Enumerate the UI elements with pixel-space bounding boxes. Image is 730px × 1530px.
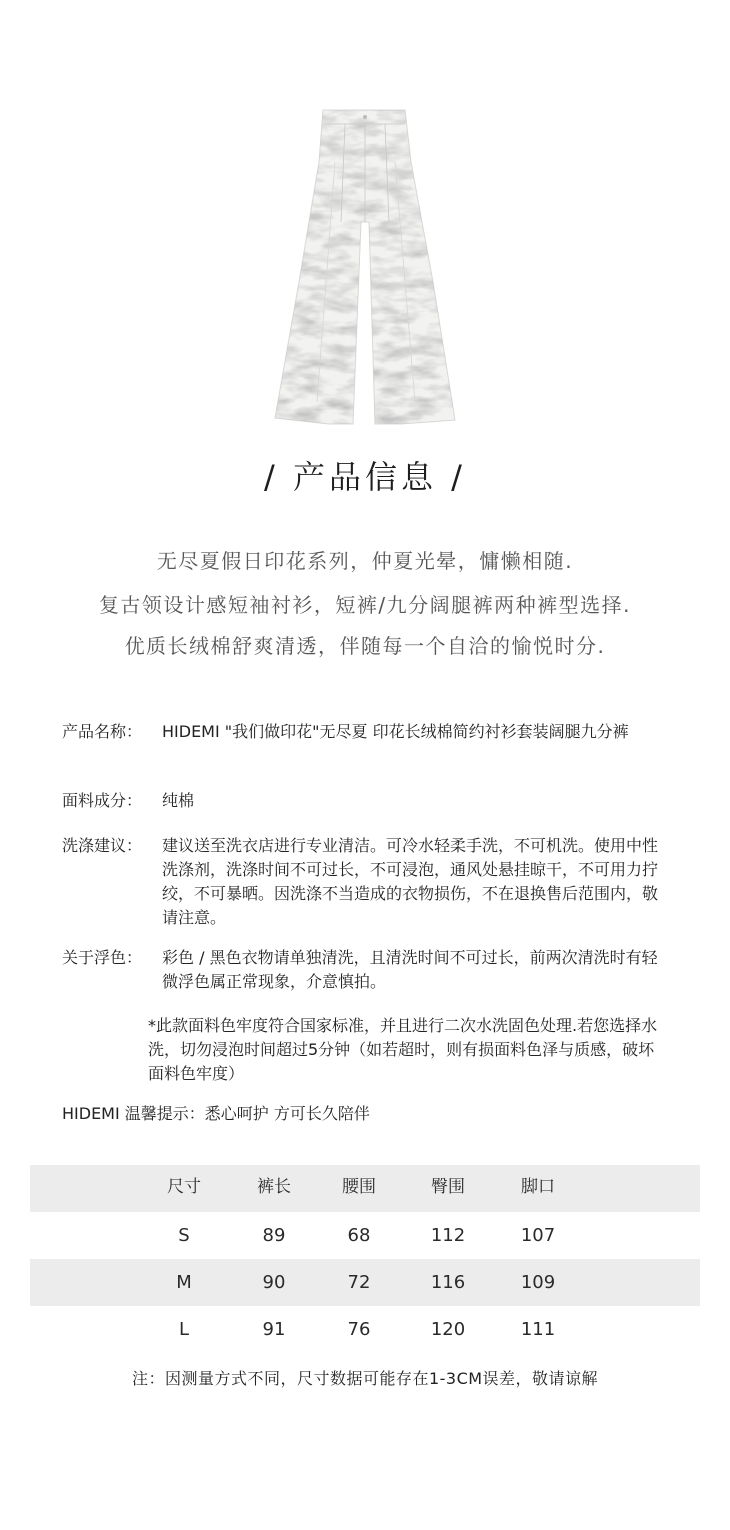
hip-cell: 116 bbox=[430, 1272, 466, 1293]
colorfastness-note: *此款面料色牢度符合国家标准，并且进行二次水洗固色处理.若您选择水洗，切勿浸泡时间超过5分钟（如若超时，则有损面料色泽与质感，破坏面料色牢度） bbox=[148, 1016, 658, 1083]
measurement-footnote: 注：因测量方式不同，尺寸数据可能存在1-3CM误差，敬请谅解 bbox=[131, 1369, 599, 1388]
product-name-value: HIDEMI "我们做印花"无尽夏 印花长绒棉简约衬衫套装阔腿九分裤 bbox=[162, 722, 629, 741]
header-hip: 臀围 bbox=[431, 1177, 465, 1197]
washing-label: 洗涤建议： bbox=[62, 836, 143, 855]
section-title: / 产品信息 / bbox=[264, 458, 466, 496]
fabric-label: 面料成分： bbox=[62, 791, 143, 810]
hem-cell: 107 bbox=[520, 1225, 556, 1246]
product-image-wide-leg-pants bbox=[265, 102, 465, 432]
length-cell: 89 bbox=[262, 1225, 286, 1246]
hem-cell: 109 bbox=[520, 1272, 556, 1293]
tagline-line-3: 优质长绒棉舒爽清透，伴随每一个自洽的愉悦时分. bbox=[124, 634, 606, 658]
tagline-line-1: 无尽夏假日印花系列，仲夏光晕，慵懒相随. bbox=[156, 549, 574, 573]
fabric-row bbox=[62, 789, 672, 813]
size-table bbox=[30, 1165, 700, 1353]
color-fading-label: 关于浮色： bbox=[62, 948, 143, 967]
table-row bbox=[30, 1259, 700, 1306]
fabric-value: 纯棉 bbox=[162, 791, 195, 810]
size-cell: L bbox=[178, 1319, 190, 1340]
washing-row bbox=[62, 834, 672, 930]
tagline-line-2: 复古领设计感短袖衬衫，短裤/九分阔腿裤两种裤型选择. bbox=[98, 593, 632, 617]
length-cell: 91 bbox=[262, 1319, 286, 1340]
hem-cell: 111 bbox=[520, 1319, 556, 1340]
length-cell: 90 bbox=[262, 1272, 286, 1293]
header-hem: 脚口 bbox=[521, 1177, 555, 1197]
size-table-header bbox=[30, 1165, 700, 1212]
waist-cell: 72 bbox=[347, 1272, 371, 1293]
header-waist: 腰围 bbox=[342, 1177, 376, 1197]
table-row bbox=[30, 1306, 700, 1353]
waist-cell: 76 bbox=[347, 1319, 371, 1340]
header-size: 尺寸 bbox=[167, 1177, 201, 1197]
product-name-label: 产品名称： bbox=[62, 722, 143, 741]
color-fading-row bbox=[62, 946, 672, 994]
size-cell: M bbox=[176, 1272, 192, 1293]
color-fading-value: 彩色 / 黑色衣物请单独清洗，且清洗时间不可过长，前两次清洗时有轻微浮色属正常现象，介意慎拍。 bbox=[162, 948, 658, 991]
hip-cell: 120 bbox=[430, 1319, 466, 1340]
washing-value: 建议送至洗衣店进行专业清洁。可冷水轻柔手洗，不可机洗。使用中性洗涤剂，洗涤时间不可过长，不可浸泡，通风处悬挂晾干，不可用力拧绞，不可暴晒。因洗涤不当造成的衣物损伤，不在退换售后范围内，敬请注意。 bbox=[162, 836, 659, 927]
waist-cell: 68 bbox=[347, 1225, 371, 1246]
hip-cell: 112 bbox=[430, 1225, 466, 1246]
size-cell: S bbox=[178, 1225, 190, 1246]
header-length: 裤长 bbox=[257, 1177, 291, 1197]
table-row bbox=[30, 1212, 700, 1259]
product-name-row bbox=[62, 720, 672, 744]
care-tip: HIDEMI 温馨提示：悉心呵护 方可长久陪伴 bbox=[62, 1104, 370, 1123]
